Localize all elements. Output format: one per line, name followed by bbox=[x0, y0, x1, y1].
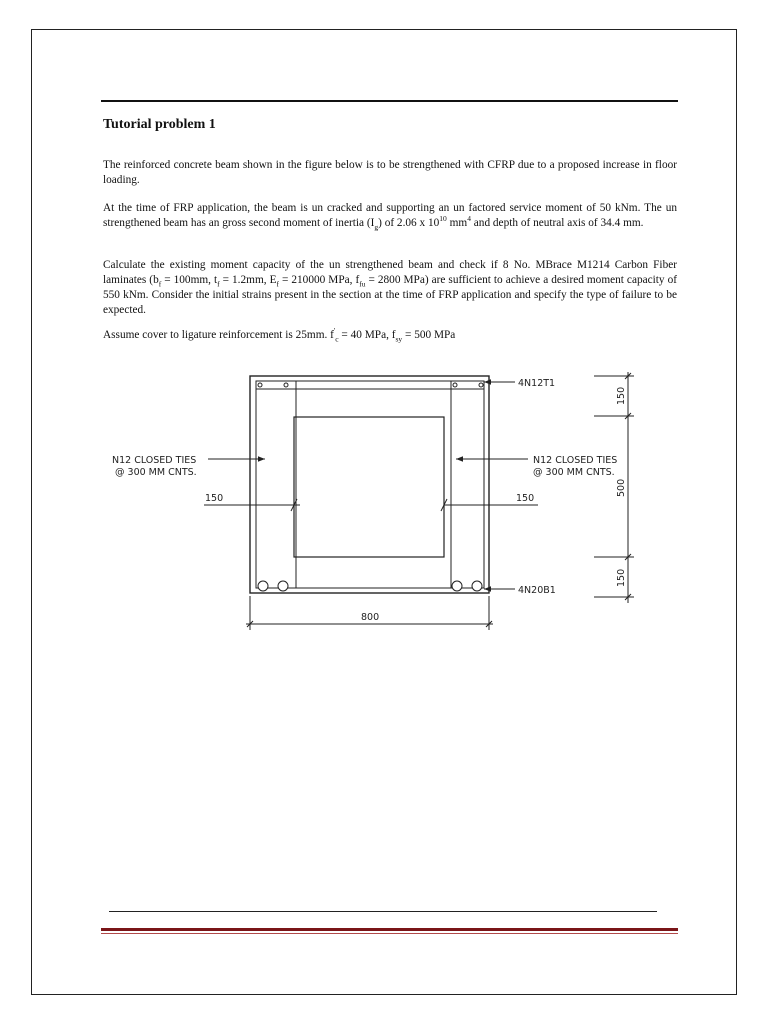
beam-outline bbox=[250, 376, 489, 593]
para3-sub: f bbox=[276, 279, 279, 289]
para3-sub: f bbox=[158, 279, 162, 289]
bottom-rebar bbox=[258, 581, 268, 591]
dim-width-label: 800 bbox=[361, 612, 380, 623]
footer-rule bbox=[109, 911, 657, 912]
para3-text: = 100mm, t bbox=[161, 274, 218, 286]
beam-outline-group bbox=[250, 376, 489, 593]
para2-text: and depth of neutral axis of 34.4 mm. bbox=[470, 217, 644, 229]
bottom-rebar bbox=[278, 581, 288, 591]
top-rebar bbox=[479, 383, 483, 387]
para3-text: = 1.2mm, E bbox=[219, 274, 277, 286]
page-title: Tutorial problem 1 bbox=[103, 117, 216, 132]
top-rebar bbox=[258, 383, 262, 387]
para4-text: = 500 MPa bbox=[402, 329, 456, 341]
bottom-rebar bbox=[452, 581, 462, 591]
footer-accent-rule-thin bbox=[101, 933, 678, 934]
para4-text: Assume cover to ligature reinforcement is 25mm. f bbox=[103, 329, 334, 341]
rebars bbox=[258, 383, 483, 591]
para3-text: = 2800 MPa) are sufficient to achieve a desired moment capacity of 550 kNm. Consider the initial strains present in the section at the time of FRP application and specify the type of failure to be expected. bbox=[103, 274, 677, 316]
void-box bbox=[294, 417, 444, 557]
paragraph-intro: The reinforced concrete beam shown in the figure below is to be strengthened with CFRP due to a proposed increase in floor loading. bbox=[103, 159, 677, 186]
top-bar-label: 4N12T1 bbox=[518, 378, 556, 389]
para2-text: ) of 2.06 x 10 bbox=[378, 217, 440, 229]
para3-text: = 210000 MPa, f bbox=[278, 274, 360, 286]
bottom-bar-label: 4N20B1 bbox=[518, 585, 556, 596]
dim-middle-label: 500 bbox=[616, 478, 627, 497]
leader-lines bbox=[204, 372, 634, 630]
para4-sup: ' bbox=[333, 326, 336, 336]
right-web-ties bbox=[451, 381, 484, 588]
para3-text: Calculate the existing moment capacity of the un strengthened beam and check if 8 No. MBrace M1214 Carbon Fiber laminates (b bbox=[103, 259, 677, 286]
para2-text: mm bbox=[446, 217, 468, 229]
ties-right-label-line2: @ 300 MM CNTS. bbox=[533, 467, 615, 478]
para4-sub: sy bbox=[395, 334, 403, 344]
para3-sub: f bbox=[217, 279, 220, 289]
para2-sup: 10 bbox=[439, 214, 447, 224]
footer-accent-rule bbox=[101, 928, 678, 931]
ties-right-label-line1: N12 CLOSED TIES bbox=[533, 455, 618, 466]
top-rebar bbox=[453, 383, 457, 387]
para2-sub: g bbox=[374, 222, 379, 232]
top-rebar bbox=[284, 383, 288, 387]
ties-left-label-line2: @ 300 MM CNTS. bbox=[115, 467, 197, 478]
top-flange bbox=[256, 381, 484, 389]
left-web-ties bbox=[256, 381, 296, 588]
para4-sub: c bbox=[335, 334, 339, 344]
dim-left-label: 150 bbox=[205, 493, 224, 504]
para3-sub: fu bbox=[359, 279, 366, 289]
para4-text: = 40 MPa, f bbox=[338, 329, 396, 341]
dim-bottom-label: 150 bbox=[616, 568, 627, 587]
para2-sup: 4 bbox=[467, 214, 471, 224]
ties-left-label-line1: N12 CLOSED TIES bbox=[112, 455, 197, 466]
bottom-rebar bbox=[472, 581, 482, 591]
dim-right-label: 150 bbox=[516, 493, 535, 504]
para2-text: At the time of FRP application, the beam is un cracked and supporting an un factored service moment of 50 kNm. The un strengthened beam has an gross second moment of inertia (I bbox=[103, 202, 677, 229]
dim-top-label: 150 bbox=[616, 386, 627, 405]
